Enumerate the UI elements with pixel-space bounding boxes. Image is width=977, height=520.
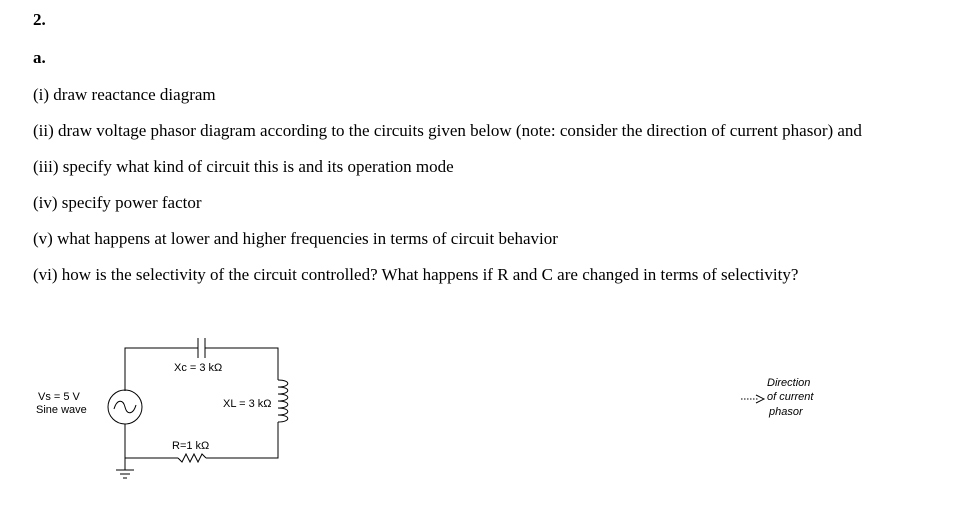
sub-question-label: a. [33,48,46,67]
legend-phasor: phasor [769,406,803,418]
item-iv: (iv) specify power factor [33,193,202,212]
sine-wave-icon [114,401,136,413]
source-voltage-label: Vs = 5 V [38,391,80,403]
wire-bottom-left [125,424,178,458]
item-ii: (ii) draw voltage phasor diagram according to the circuits given below (note: consider the direction of current phasor) and [33,121,862,140]
source-type-label: Sine wave [36,404,87,416]
legend-of-current: of current [767,391,814,403]
legend-direction: Direction [767,377,811,389]
wire-right-bottom [206,422,278,458]
item-i: (i) draw reactance diagram [33,85,216,104]
inductor-coil-icon [278,380,288,422]
item-v: (v) what happens at lower and higher frequencies in terms of circuit behavior [33,229,558,248]
current-phasor-arrow [741,395,764,403]
resistor-label: R=1 kΩ [172,440,210,452]
question-number: 2. [33,10,46,29]
capacitor-label: Xc = 3 kΩ [174,362,223,374]
inductor-label: XL = 3 kΩ [223,398,272,410]
resistor-icon [178,454,206,462]
item-iii: (iii) specify what kind of circuit this is and its operation mode [33,157,454,176]
item-vi: (vi) how is the selectivity of the circuit controlled? What happens if R and C are changed in terms of selectivity? [33,265,799,284]
